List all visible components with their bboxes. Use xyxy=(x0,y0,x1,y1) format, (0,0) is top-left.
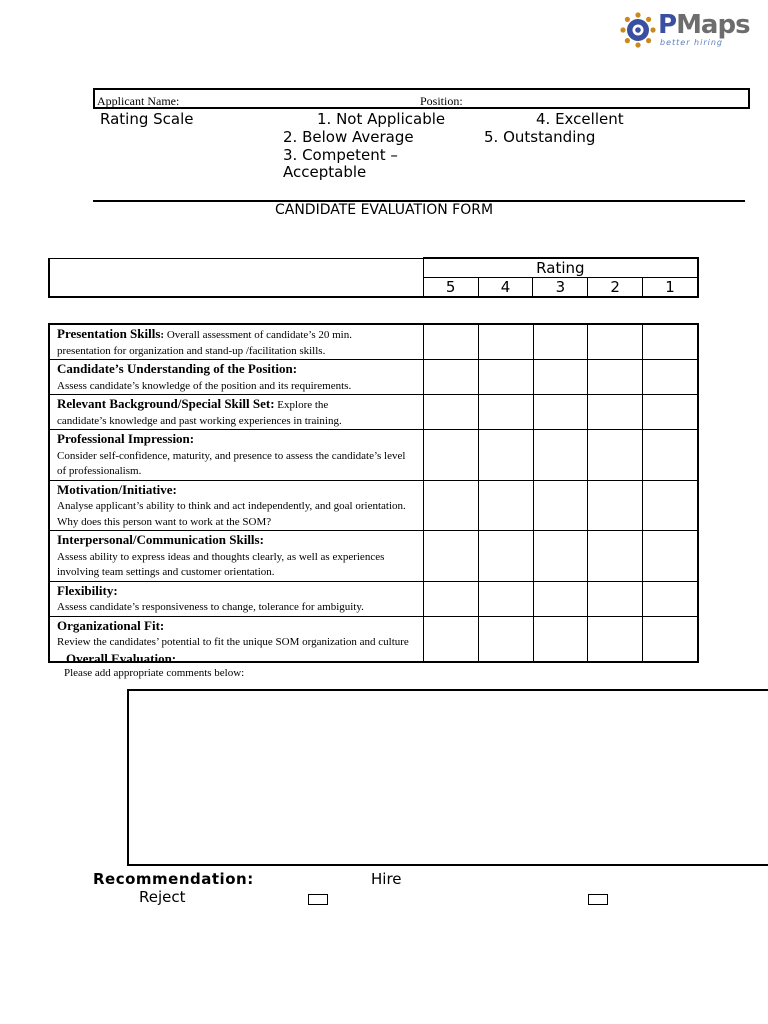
form-title xyxy=(0,202,768,218)
rating-scale-item-3-cont: Acceptable xyxy=(283,163,367,181)
rating-cell[interactable] xyxy=(643,480,698,531)
criterion-desc: Consider self-confidence, maturity, and presence to assess the candidate’s level of professionalism. xyxy=(57,449,406,477)
rating-cell[interactable] xyxy=(588,395,643,430)
rating-cell[interactable] xyxy=(424,324,479,360)
criterion-title: Interpersonal/Communication Skills: xyxy=(57,532,264,547)
criterion-desc: Assess ability to express ideas and thoughts clearly, as well as experiences involving team settings and customer orientation. xyxy=(57,550,385,578)
rating-cell[interactable] xyxy=(588,360,643,395)
criteria-table xyxy=(48,323,699,663)
logo-initial: P xyxy=(658,10,677,40)
rating-cell[interactable] xyxy=(643,360,698,395)
criterion-inline-desc: Overall assessment of candidate’s 20 min. xyxy=(164,329,352,341)
rating-scale-item-2: 2. Below Average xyxy=(283,128,414,146)
criterion-title: Relevant Background/Special Skill Set: xyxy=(57,396,275,411)
header-blank-cell xyxy=(49,258,423,297)
rating-cell[interactable] xyxy=(533,395,588,430)
criterion-desc: presentation for organization and stand-up /facilitation skills. xyxy=(57,344,326,357)
rating-cell[interactable] xyxy=(478,616,533,662)
rating-cell[interactable] xyxy=(478,430,533,481)
rating-cell[interactable] xyxy=(588,430,643,481)
rating-cell[interactable] xyxy=(478,531,533,582)
criterion-desc: candidate’s knowledge and past working experiences in training. xyxy=(57,414,342,427)
criterion-desc: Review the candidates’ potential to fit the unique SOM organization and culture xyxy=(57,636,409,648)
logo-tagline: better hiring xyxy=(660,38,723,47)
rating-scale-item-3: 3. Competent – xyxy=(283,146,398,164)
criterion-understanding xyxy=(49,360,424,395)
applicant-info-box xyxy=(93,88,750,109)
criterion-presentation xyxy=(49,324,424,360)
rating-cell[interactable] xyxy=(424,430,479,481)
criterion-title: Candidate’s Understanding of the Position: xyxy=(57,361,298,376)
rating-cell[interactable] xyxy=(478,395,533,430)
rating-cell[interactable] xyxy=(643,430,698,481)
table-row xyxy=(49,480,698,531)
criterion-title: Presentation Skills xyxy=(57,326,161,341)
rating-cell[interactable] xyxy=(533,360,588,395)
overall-evaluation-subtitle: Please add appropriate comments below: xyxy=(64,667,245,679)
criterion-background xyxy=(49,395,424,430)
rating-cell[interactable] xyxy=(424,581,479,616)
rating-cell[interactable] xyxy=(588,531,643,582)
rating-cell[interactable] xyxy=(424,360,479,395)
rating-cell[interactable] xyxy=(533,531,588,582)
rating-cell[interactable] xyxy=(643,616,698,662)
criterion-title: Flexibility: xyxy=(57,582,118,598)
rating-title: Rating xyxy=(423,258,698,278)
rating-scale-item-5: 5. Outstanding xyxy=(484,128,596,146)
criterion-motivation xyxy=(49,480,424,531)
rating-cell[interactable] xyxy=(588,480,643,531)
criterion-title: Professional Impression: xyxy=(57,431,195,446)
rating-cell[interactable] xyxy=(533,324,588,360)
applicant-name-label: Applicant Name: xyxy=(97,94,180,108)
rating-col-3: 3 xyxy=(533,278,588,298)
rating-cell[interactable] xyxy=(424,395,479,430)
rating-cell[interactable] xyxy=(478,581,533,616)
rating-cell[interactable] xyxy=(588,616,643,662)
hire-label: Hire xyxy=(371,870,402,888)
overall-evaluation-title: Overall Evaluation: xyxy=(66,651,177,666)
rating-cell[interactable] xyxy=(424,480,479,531)
table-row xyxy=(49,581,698,616)
pmaps-logo xyxy=(620,10,755,48)
position-label: Position: xyxy=(420,94,463,108)
rating-cell[interactable] xyxy=(478,324,533,360)
table-row xyxy=(49,531,698,582)
reject-checkbox[interactable] xyxy=(308,894,328,905)
rating-col-2: 2 xyxy=(588,278,643,298)
table-row xyxy=(49,430,698,481)
rating-cell[interactable] xyxy=(643,531,698,582)
criterion-title: Organizational Fit: xyxy=(57,617,165,633)
rating-cell[interactable] xyxy=(533,480,588,531)
rating-col-1: 1 xyxy=(643,278,698,298)
table-row xyxy=(49,360,698,395)
recommendation-label: Recommendation: xyxy=(93,870,254,888)
criterion-desc: Analyse applicant’s ability to think and act independently, and goal orientation. Why does this person want to work at the SOM? xyxy=(57,500,406,528)
rating-cell[interactable] xyxy=(588,324,643,360)
rating-cell[interactable] xyxy=(478,360,533,395)
criterion-interpersonal xyxy=(49,531,424,582)
criterion-impression xyxy=(49,430,424,481)
rating-cell[interactable] xyxy=(533,616,588,662)
rating-cell[interactable] xyxy=(424,616,479,662)
reject-label: Reject xyxy=(139,888,186,906)
rating-col-4: 4 xyxy=(478,278,533,298)
rating-scale-item-1: 1. Not Applicable xyxy=(317,110,446,128)
logo-wordmark: Maps xyxy=(676,10,750,40)
rating-cell[interactable] xyxy=(643,395,698,430)
criterion-flexibility xyxy=(49,581,424,616)
hire-checkbox[interactable] xyxy=(588,894,608,905)
form-title-text: CANDIDATE EVALUATION FORM xyxy=(274,202,494,218)
rating-cell[interactable] xyxy=(643,581,698,616)
gear-logo-icon xyxy=(620,12,656,48)
rating-header-table xyxy=(48,257,699,298)
rating-cell[interactable] xyxy=(588,581,643,616)
comments-textarea[interactable] xyxy=(127,689,768,866)
rating-scale-title: Rating Scale xyxy=(100,110,194,128)
table-row xyxy=(49,324,698,360)
criterion-title-suffix: : xyxy=(160,329,165,341)
table-row xyxy=(49,395,698,430)
criterion-inline-desc: Explore the xyxy=(274,399,329,411)
rating-cell[interactable] xyxy=(533,581,588,616)
criterion-desc: Assess candidate’s knowledge of the position and its requirements. xyxy=(57,379,352,392)
criterion-desc: Assess candidate’s responsiveness to change, tolerance for ambiguity. xyxy=(57,601,364,613)
rating-cell[interactable] xyxy=(533,430,588,481)
rating-cell[interactable] xyxy=(478,480,533,531)
rating-scale-item-4: 4. Excellent xyxy=(536,110,624,128)
rating-col-5: 5 xyxy=(423,278,478,298)
rating-cell[interactable] xyxy=(424,531,479,582)
rating-cell[interactable] xyxy=(643,324,698,360)
criterion-title: Motivation/Initiative: xyxy=(57,481,177,497)
